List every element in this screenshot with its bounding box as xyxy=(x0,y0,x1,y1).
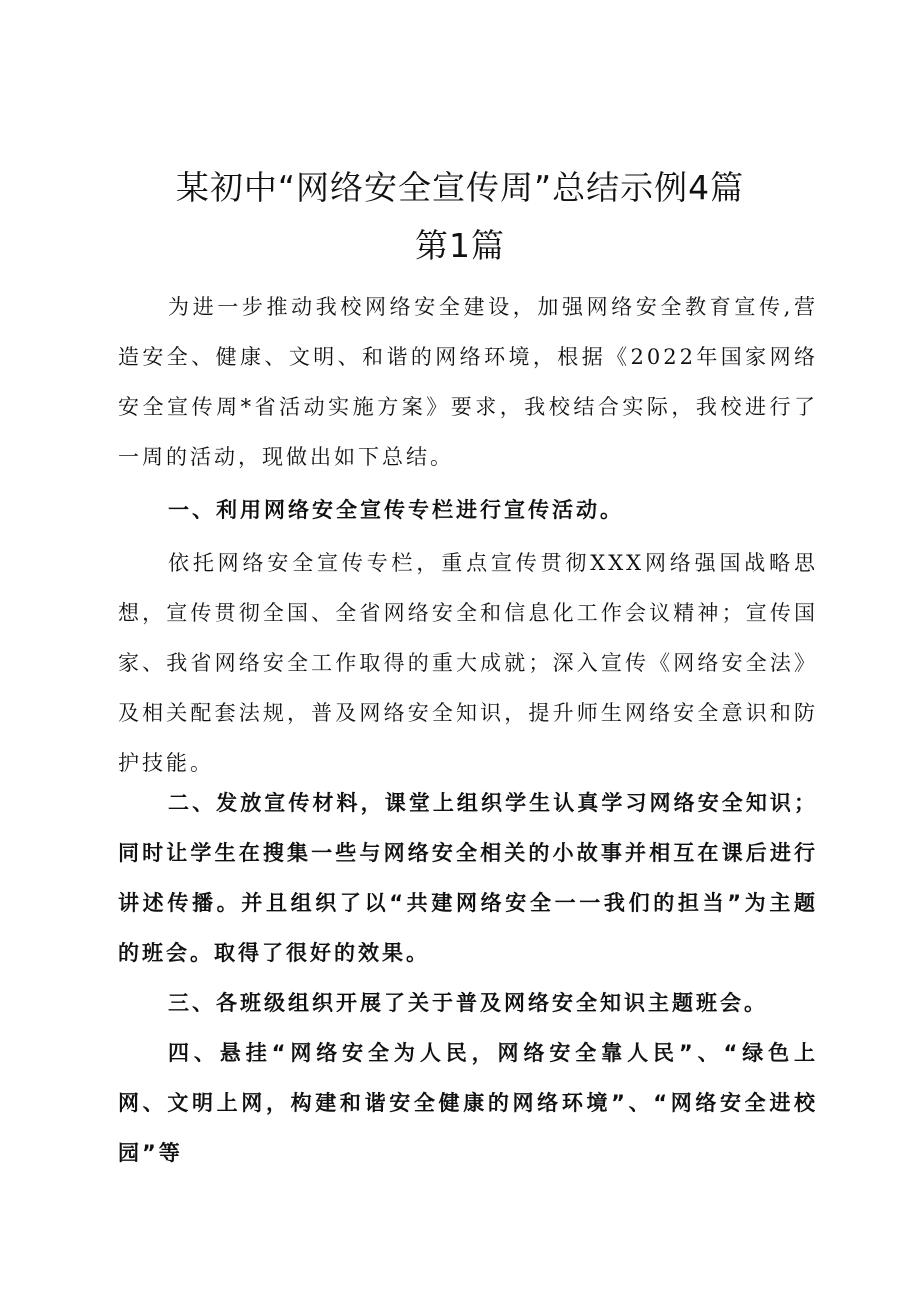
document-subtitle: 第1篇 xyxy=(415,226,505,265)
section-2-paragraph: 二、发放宣传材料，课堂上组织学生认真学习网络安全知识；同时让学生在搜集一些与网络安全相关的小故事并相互在课后进行讲述传播。并且组织了以“共建网络安全一一我们的担当”为主题的班会。取得了很好的效果。 xyxy=(118,791,818,965)
section-1-heading: 一、利用网络安全宣传专栏进行宣传活动。 xyxy=(168,498,624,522)
section-3-paragraph: 三、各班级组织开展了关于普及网络安全知识主题班会。 xyxy=(168,991,768,1015)
document-title: 某初中“网络安全宣传周”总结示例4篇 xyxy=(175,168,745,207)
section-4-paragraph: 四、悬挂“网络安全为人民，网络安全靠人民”、“绿色上网、文明上网，构建和谐安全健康的网络环境”、“网络安全进校园”等 xyxy=(118,1041,818,1165)
intro-paragraph: 为进一步推动我校网络安全建设，加强网络安全教育宣传,营造安全、健康、文明、和谐的网络环境，根据《2022年国家网络安全宣传周*省活动实施方案》要求，我校结合实际，我校进行了一周的活动，现做出如下总结。 xyxy=(118,295,818,469)
section-1-body: 依托网络安全宣传专栏，重点宣传贯彻XXX网络强国战略思想，宣传贯彻全国、全省网络安全和信息化工作会议精神；宣传国家、我省网络安全工作取得的重大成就；深入宣传《网络安全法》及相关配套法规，普及网络安全知识，提升师生网络安全意识和防护技能。 xyxy=(118,551,818,775)
